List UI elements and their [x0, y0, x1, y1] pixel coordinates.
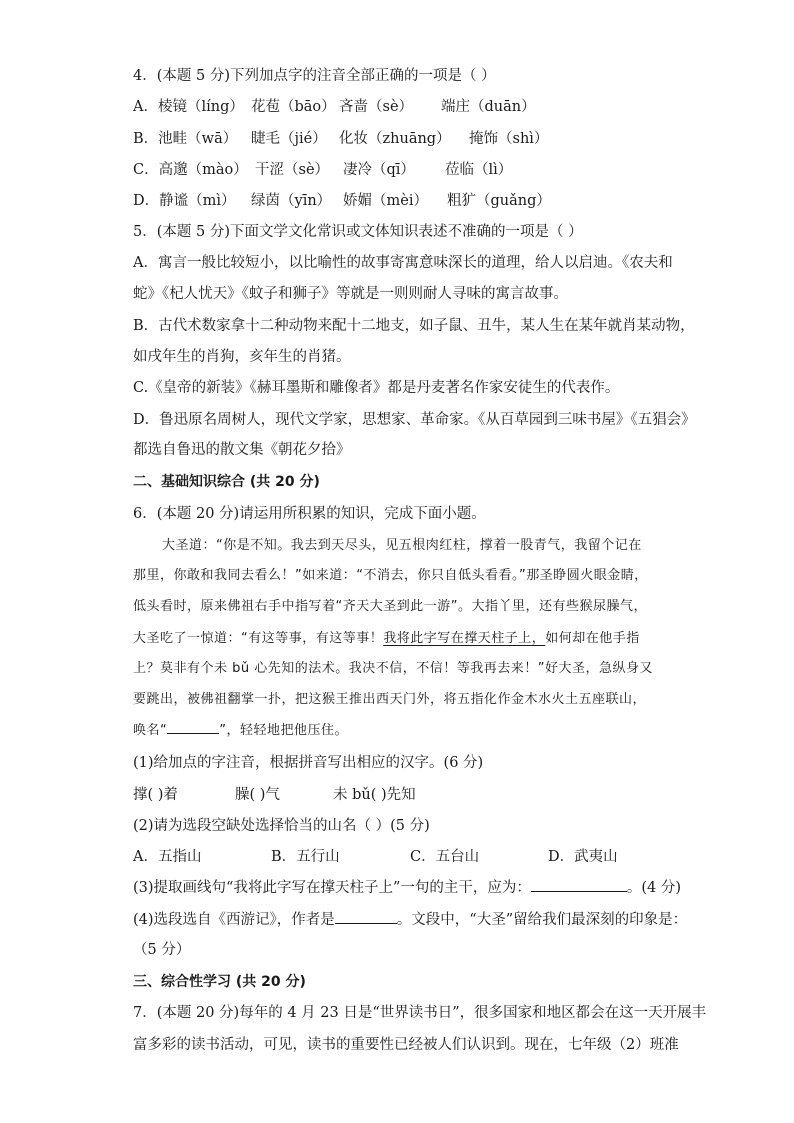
q6-s3-text: (3)提取画线句“我将此字写在撑天柱子上”一句的主干，应为： — [133, 880, 531, 896]
q5-option-b-line1: B．古代术数家拿十二种动物来配十二地支，如子鼠、丑牛，某人生在某年就肖某动物， — [133, 318, 695, 334]
section-3-title: 三、综合性学习 (共 20 分) — [133, 974, 306, 990]
q6-s4-text-end: 。文段中，“大圣”留给我们最深刻的印象是： — [396, 912, 688, 928]
section-2-title: 二、基础知识综合 (共 20 分) — [133, 474, 320, 490]
q7-line1: 7．(本题 20 分)每年的 4 月 23 日是“世界读书日”，很多国家和地区都会在这一天开展丰 — [133, 1005, 707, 1021]
q5-option-c: C.《皇帝的新装》《赫耳墨斯和雕像者》都是丹麦著名作家安徒生的代表作。 — [133, 380, 620, 396]
q6-passage-line4-end: 如何却在他手指 — [545, 631, 640, 646]
q6-underlined-sentence: 我将此字写在撑天柱子上， — [383, 631, 546, 646]
q6-s4-author-blank[interactable] — [335, 923, 397, 924]
q4-b-2: 睫毛（jié） — [251, 131, 327, 147]
q6-s3-score: 。(4 分) — [626, 880, 682, 896]
q5-stem: 5．(本题 5 分)下面文学文化常识或文体知识表述不准确的一项是（ ） — [133, 224, 583, 240]
q6-s4-score: （5 分） — [133, 942, 191, 958]
q4-a-2: 花苞（bāo） — [251, 99, 336, 115]
q4-a-1: A．棱镜（líng） — [133, 99, 244, 115]
q6-s2-option-d: D．武夷山 — [548, 849, 618, 865]
q6-passage-line2: 那里，你敢和我同去看么！”如来道：“不消去，你只自低头看看。”那圣睁圆火眼金睛， — [133, 568, 648, 583]
q6-s3-answer-blank[interactable] — [531, 891, 627, 892]
q5-option-d-line1: D．鲁迅原名周树人，现代文学家，思想家、革命家。《从百草园到三味书屋》《五猖会》 — [133, 412, 696, 428]
q6-subquestion-1-items — [133, 785, 658, 805]
q6-s4-text: (4)选段选自《西游记》，作者是 — [133, 912, 335, 928]
q4-b-3: 化妆（zhuāng） — [339, 131, 451, 147]
q4-c-1: C．高邈（mào） — [133, 162, 248, 178]
q4-a-3: 吝啬（sè） — [339, 99, 414, 115]
q5-option-d-line2: 都选自鲁迅的散文集《朝花夕拾》 — [133, 442, 351, 458]
q6-mountain-name-blank[interactable] — [167, 733, 219, 734]
q6-passage-line5: 上？莫非有个未 bǔ 心先知的法术。我决不信，不信！等我再去来！”好大圣，急纵身又 — [133, 661, 653, 676]
q6-passage-line7-start: 唤名“ — [133, 723, 168, 738]
q4-d-1: D．静谧（mì） — [133, 193, 236, 209]
q6-passage-line4-start: 大圣吃了一惊道：“有这等事，有这等事！ — [133, 631, 384, 646]
q6-s2-option-b: B．五行山 — [271, 849, 340, 865]
q6-passage-line7-end: ”，轻轻地把他压住。 — [219, 723, 348, 738]
q6-passage-line1: 大圣道：“你是不知。我去到天尽头，见五根肉红柱，撑着一股青气，我留个记在 — [162, 538, 642, 553]
q4-b-4: 掩饰（shì） — [469, 131, 549, 147]
q4-a-4: 端庄（duān） — [441, 99, 536, 115]
q6-s2-option-c: C．五台山 — [410, 849, 480, 865]
q6-subquestion-3 — [133, 878, 682, 898]
q6-passage-line7 — [133, 721, 658, 741]
q4-option-d — [133, 191, 658, 211]
q6-stem: 6．(本题 20 分)请运用所积累的知识，完成下面小题。 — [133, 506, 486, 522]
q6-subquestion-4 — [133, 910, 688, 930]
q5-option-a-line2: 蛇》《杞人忧天》《蚊子和狮子》等就是一则则耐人寻味的寓言故事。 — [133, 286, 568, 302]
q6-subquestion-2-options — [133, 847, 658, 867]
q6-passage-line6: 要跳出，被佛祖翻掌一扑，把这猴王推出西天门外，将五指化作金木水火土五座联山， — [133, 692, 647, 707]
q6-s1-item-3: 未 bǔ( )先知 — [333, 787, 416, 803]
q4-d-3: 娇媚（mèi） — [343, 193, 428, 209]
q5-option-a-line1: A．寓言一般比较短小，以比喻性的故事寄寓意味深长的道理，给人以启迪。《农夫和 — [133, 255, 673, 271]
q4-d-4: 粗犷（guǎng） — [447, 193, 551, 209]
q4-option-b — [133, 129, 658, 149]
q6-subquestion-1: (1)给加点的字注音，根据拼音写出相应的汉字。(6 分) — [133, 755, 484, 771]
q4-option-a — [133, 97, 658, 117]
q6-passage-line4 — [133, 629, 658, 649]
q4-c-2: 干涩（sè） — [255, 162, 330, 178]
q6-s1-item-1: 撑( )着 — [133, 787, 178, 803]
q4-d-2: 绿茵（yīn） — [251, 193, 332, 209]
q4-c-4: 莅临（lì） — [445, 162, 513, 178]
q4-option-c — [133, 160, 658, 180]
q4-c-3: 凄冷（qī） — [343, 162, 415, 178]
q6-subquestion-2: (2)请为选段空缺处选择恰当的山名（ ）(5 分) — [133, 818, 430, 834]
q7-line2: 富多彩的读书活动，可见，读书的重要性已经被人们认识到。现在，七年级（2）班准 — [133, 1037, 679, 1053]
q5-option-b-line2: 如戌年生的肖狗，亥年生的肖猪。 — [133, 349, 351, 365]
q6-s1-item-2: 臊( )气 — [235, 787, 280, 803]
q6-passage-line3: 低头看时，原来佛祖右手中指写着“齐天大圣到此一游”。大指丫里，还有些猴尿臊气， — [133, 599, 647, 614]
q6-s2-option-a: A．五指山 — [133, 849, 202, 865]
q4-stem: 4．(本题 5 分)下列加点字的注音全部正确的一项是（ ） — [133, 68, 496, 84]
q4-b-1: B．池畦（wā） — [133, 131, 238, 147]
